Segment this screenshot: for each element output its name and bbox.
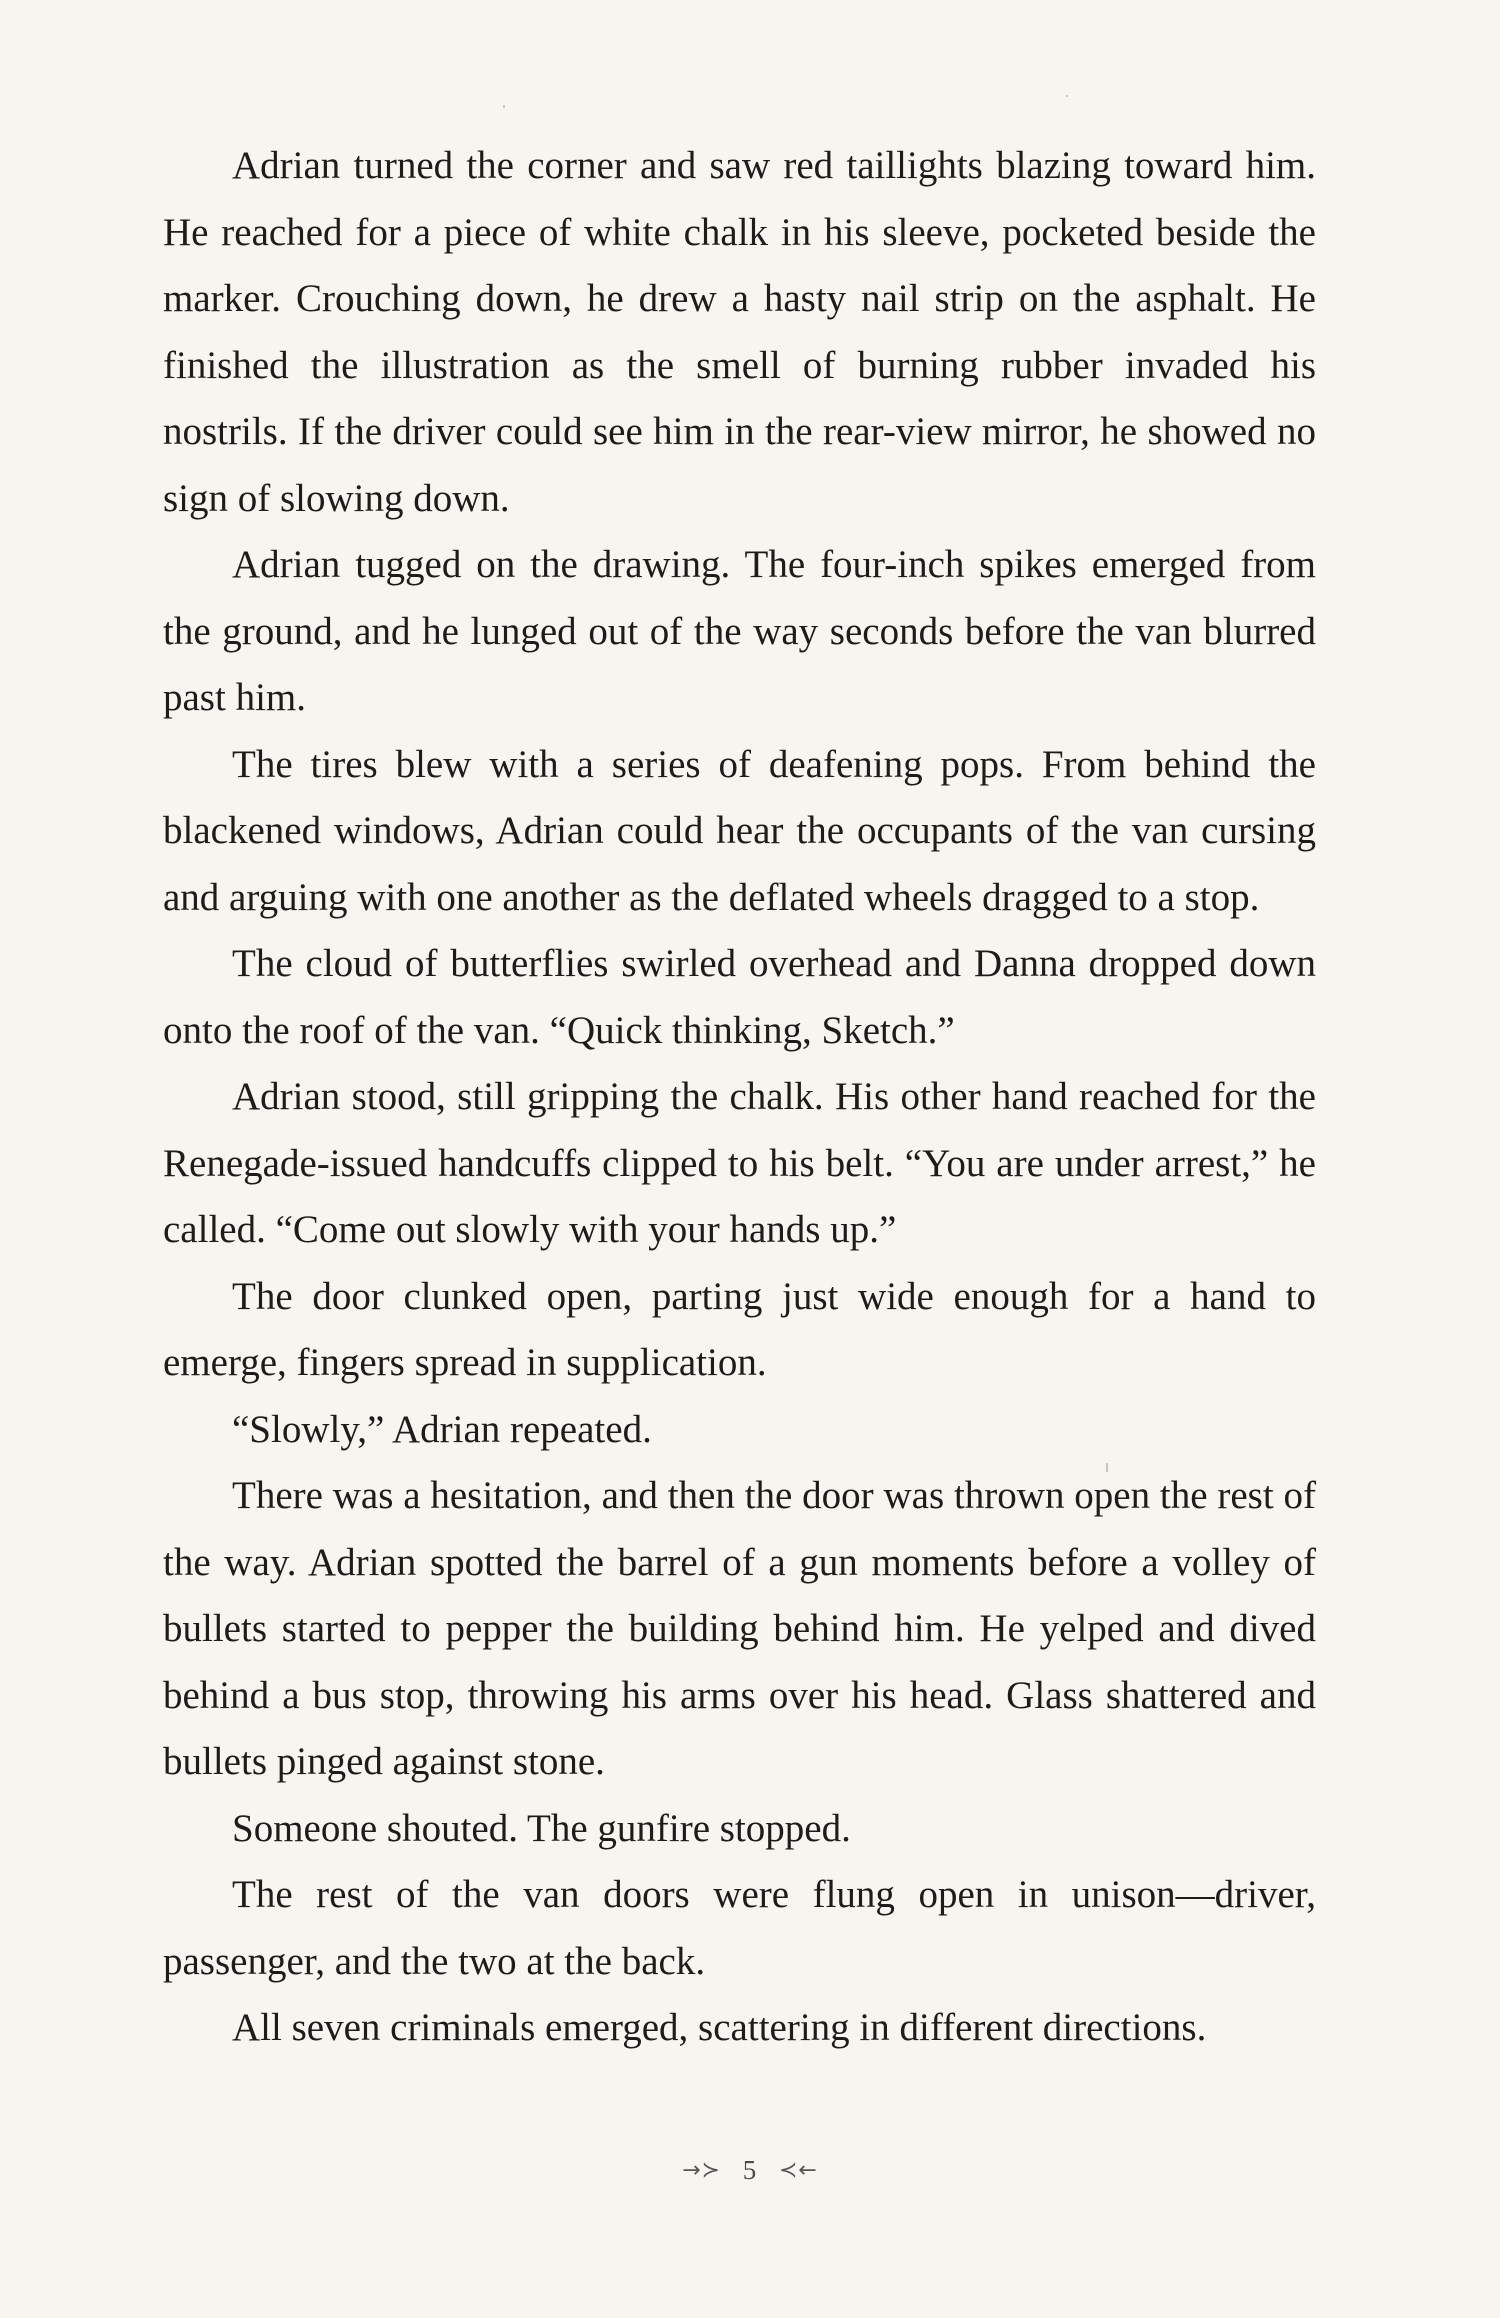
paper-speck	[503, 105, 505, 108]
paragraph-4: The cloud of butterflies swirled overhead and Danna dropped down onto the roof of the van. “Quick thinking, Sketch.”	[163, 942, 1316, 1052]
paragraph-1: Adrian turned the corner and saw red taillights blazing toward him. He reached for a piece of white chalk in his sleeve, pocketed beside the marker. Crouching down, he drew a hasty nail strip on the asphalt. He finished the illustration as the smell of burning rubber invaded his nostrils. If the driver could see him in the rear-view mirror, he showed no sign of slowing down.	[163, 144, 1316, 520]
paragraph-7: “Slowly,” Adrian repeated.	[232, 1407, 652, 1451]
paragraph-8: There was a hesitation, and then the door was thrown open the rest of the way. Adrian spotted the barrel of a gun moments before a volley of bullets started to pepper the building behind him. He yelped and dived behind a bus stop, throwing his arms over his head. Glass shattered and bullets pinged against stone.	[163, 1474, 1316, 1783]
page-footer	[0, 2155, 1500, 2186]
paragraph-2: Adrian tugged on the drawing. The four-inch spikes emerged from the ground, and he lunged out of the way seconds before the van blurred past him.	[163, 543, 1316, 719]
paper-speck	[1066, 95, 1068, 97]
paragraph-9: Someone shouted. The gunfire stopped.	[232, 1806, 851, 1850]
paragraph-3: The tires blew with a series of deafening pops. From behind the blackened windows, Adrian could hear the occupants of the van cursing and arguing with one another as the deflated wheels dragged to a stop.	[163, 742, 1316, 919]
paragraph-11: All seven criminals emerged, scattering in different directions.	[232, 2006, 1207, 2049]
page-number: 5	[742, 2155, 758, 2185]
paragraph-5: Adrian stood, still gripping the chalk. His other hand reached for the Renegade-issued handcuffs clipped to his belt. “You are under arrest,” he called. “Come out slowly with your hands up.”	[163, 1075, 1316, 1251]
paragraph-10: The rest of the van doors were flung open in unison—driver, passenger, and the two at the back.	[163, 1873, 1316, 1983]
right-ornament-icon: ≺←	[779, 2158, 818, 2183]
body-text	[163, 133, 1316, 2062]
left-ornament-icon: →≻	[682, 2158, 721, 2183]
paragraph-6: The door clunked open, parting just wide enough for a hand to emerge, fingers spread in supplication.	[163, 1274, 1316, 1384]
